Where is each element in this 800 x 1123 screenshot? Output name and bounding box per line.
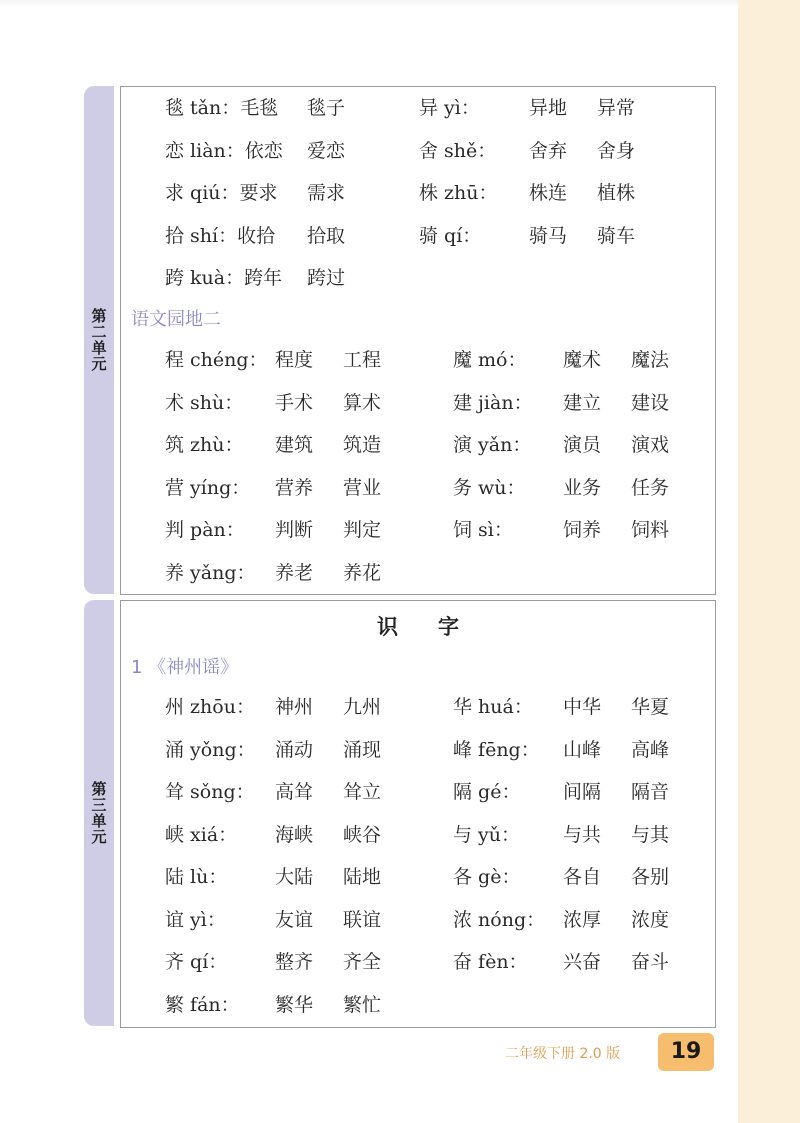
vocab-cell: 与其 <box>631 823 670 846</box>
vocab-cell: 华夏 <box>631 696 670 718</box>
vocab-cell: 齐全 <box>343 951 382 973</box>
vocab-cell: 异地 <box>529 97 568 119</box>
vocab-cell: 恋 liàn：依恋 <box>165 139 283 162</box>
vocab-cell: 浓厚 <box>563 908 602 931</box>
vocab-cell: 陆地 <box>343 866 382 888</box>
vocab-cell: 耸立 <box>343 781 382 803</box>
vocab-cell: 建立 <box>563 391 602 414</box>
vocab-cell: 术 shù： <box>165 391 244 414</box>
vocab-cell: 舍身 <box>597 139 636 162</box>
vocab-row <box>165 221 705 251</box>
vocab-cell: 养 yǎng： <box>165 561 256 584</box>
vocab-cell: 建设 <box>631 391 670 414</box>
vocab-cell: 间隔 <box>563 781 602 803</box>
vocab-cell: 舍 shě： <box>419 139 497 162</box>
vocab-cell: 程 chéng： <box>165 349 268 371</box>
vocab-cell: 魔 mó： <box>453 349 527 371</box>
vocab-row <box>165 735 705 765</box>
vocab-cell: 建 jiàn： <box>453 391 533 414</box>
page-number: 19 <box>658 1033 714 1071</box>
vocab-row <box>165 388 705 418</box>
vocab-cell: 涌动 <box>275 738 314 761</box>
vocab-cell: 算术 <box>343 391 382 414</box>
vocab-cell: 判 pàn： <box>165 519 245 541</box>
unit-2-tab-label: 第二单元 <box>89 308 108 372</box>
vocab-row <box>165 136 705 166</box>
vocab-cell: 魔法 <box>631 349 670 371</box>
vocab-row <box>165 558 705 588</box>
unit-3-tab <box>84 600 114 1026</box>
vocab-cell: 陆 lù： <box>165 866 228 888</box>
vocab-cell: 各自 <box>563 866 602 888</box>
unit-2-vocab-box <box>120 86 716 595</box>
vocab-cell: 株 zhū： <box>419 182 498 204</box>
vocab-cell: 浓 nóng： <box>453 908 546 931</box>
vocab-cell: 州 zhōu： <box>165 696 255 718</box>
vocab-cell: 判定 <box>343 519 382 541</box>
vocab-cell: 养花 <box>343 561 382 584</box>
vocab-cell: 植株 <box>597 182 636 204</box>
vocab-cell: 骑车 <box>597 224 636 247</box>
vocab-cell: 异常 <box>597 97 636 119</box>
vocab-cell: 任务 <box>631 476 670 499</box>
vocab-cell: 中华 <box>563 696 602 718</box>
vocab-cell: 联谊 <box>343 908 382 931</box>
vocab-cell: 业务 <box>563 476 602 499</box>
vocab-cell: 舍弃 <box>529 139 568 162</box>
footer-book-label: 二年级下册 2.0 版 <box>505 1046 621 1062</box>
unit-3-vocab-box <box>120 600 716 1028</box>
vocab-cell: 演员 <box>563 434 602 456</box>
vocab-cell: 浓度 <box>631 908 670 931</box>
vocab-cell: 繁华 <box>275 993 314 1016</box>
section-title-shenzhouyao: 1 《神州谣》 <box>131 657 239 678</box>
vocab-row <box>165 263 705 293</box>
vocab-cell: 山峰 <box>563 738 602 761</box>
vocab-row <box>165 178 705 208</box>
vocab-cell: 谊 yì： <box>165 908 226 931</box>
vocab-row <box>165 345 705 375</box>
vocab-cell: 与共 <box>563 823 602 846</box>
vocab-cell: 株连 <box>529 182 568 204</box>
vocab-cell: 营业 <box>343 476 382 499</box>
vocab-cell: 需求 <box>307 182 346 204</box>
vocab-cell: 友谊 <box>275 908 314 931</box>
vocab-cell: 奋斗 <box>631 951 670 973</box>
vocab-cell: 骑马 <box>529 224 568 247</box>
vocab-cell: 耸 sǒng： <box>165 781 255 803</box>
vocab-cell: 高耸 <box>275 781 314 803</box>
vocab-cell: 齐 qí： <box>165 951 228 973</box>
vocab-cell: 跨过 <box>307 267 346 289</box>
vocab-cell: 整齐 <box>275 951 314 973</box>
vocab-cell: 兴奋 <box>563 951 602 973</box>
vocab-cell: 隔音 <box>631 781 670 803</box>
vocab-row <box>165 430 705 460</box>
vocab-cell: 演 yǎn： <box>453 434 532 456</box>
vocab-cell: 饲 sì： <box>453 519 513 541</box>
vocab-cell: 建筑 <box>275 434 314 456</box>
vocab-cell: 跨 kuà：跨年 <box>165 267 283 289</box>
vocab-cell: 毯 tǎn：毛毯 <box>165 97 279 119</box>
vocab-cell: 魔术 <box>563 349 602 371</box>
vocab-cell: 手术 <box>275 391 314 414</box>
vocab-cell: 高峰 <box>631 738 670 761</box>
vocab-cell: 工程 <box>343 349 382 371</box>
vocab-cell: 判断 <box>275 519 314 541</box>
vocab-cell: 峰 fēng： <box>453 738 540 761</box>
vocab-cell: 九州 <box>343 696 382 718</box>
vocab-cell: 涌 yǒng： <box>165 738 256 761</box>
vocab-row <box>165 905 705 935</box>
vocab-cell: 饲料 <box>631 519 670 541</box>
vocab-cell: 筑造 <box>343 434 382 456</box>
vocab-row <box>165 820 705 850</box>
vocab-row <box>165 692 705 722</box>
vocab-row <box>165 862 705 892</box>
heading-shizi: 识字 <box>377 615 499 639</box>
vocab-cell: 养老 <box>275 561 314 584</box>
vocab-cell: 隔 gé： <box>453 781 521 803</box>
vocab-cell: 峡 xiá： <box>165 823 238 846</box>
vocab-cell: 程度 <box>275 349 314 371</box>
vocab-cell: 繁 fán： <box>165 993 240 1016</box>
unit-2-tab <box>84 86 114 594</box>
vocab-row <box>165 515 705 545</box>
vocab-cell: 华 huá： <box>453 696 533 718</box>
vocab-row <box>165 990 705 1020</box>
vocab-cell: 异 yì： <box>419 97 480 119</box>
vocab-cell: 求 qiú：要求 <box>165 182 278 204</box>
vocab-cell: 务 wù： <box>453 476 526 499</box>
vocab-cell: 毯子 <box>307 97 346 119</box>
vocab-cell: 拾 shí：收拾 <box>165 224 276 247</box>
vocab-cell: 骑 qí： <box>419 224 482 247</box>
vocab-cell: 大陆 <box>275 866 314 888</box>
vocab-cell: 奋 fèn： <box>453 951 528 973</box>
vocab-cell: 营养 <box>275 476 314 499</box>
vocab-cell: 涌现 <box>343 738 382 761</box>
section-title-yuwen-yuandi: 语文园地二 <box>131 309 221 330</box>
vocab-cell: 各别 <box>631 866 670 888</box>
vocab-cell: 各 gè： <box>453 866 521 888</box>
vocab-cell: 饲养 <box>563 519 602 541</box>
vocab-cell: 筑 zhù： <box>165 434 244 456</box>
vocab-cell: 神州 <box>275 696 314 718</box>
vocab-cell: 营 yíng： <box>165 476 251 499</box>
vocab-cell: 拾取 <box>307 224 346 247</box>
vocab-cell: 爱恋 <box>307 139 346 162</box>
vocab-row <box>165 777 705 807</box>
unit-3-tab-label: 第三单元 <box>89 781 108 845</box>
vocab-row <box>165 473 705 503</box>
vocab-cell: 峡谷 <box>343 823 382 846</box>
vocab-cell: 海峡 <box>275 823 314 846</box>
vocab-cell: 繁忙 <box>343 993 382 1016</box>
vocab-row <box>165 93 705 123</box>
vocab-cell: 演戏 <box>631 434 670 456</box>
top-shade <box>0 0 738 8</box>
vocab-row <box>165 947 705 977</box>
vocab-cell: 与 yǔ： <box>453 823 521 846</box>
